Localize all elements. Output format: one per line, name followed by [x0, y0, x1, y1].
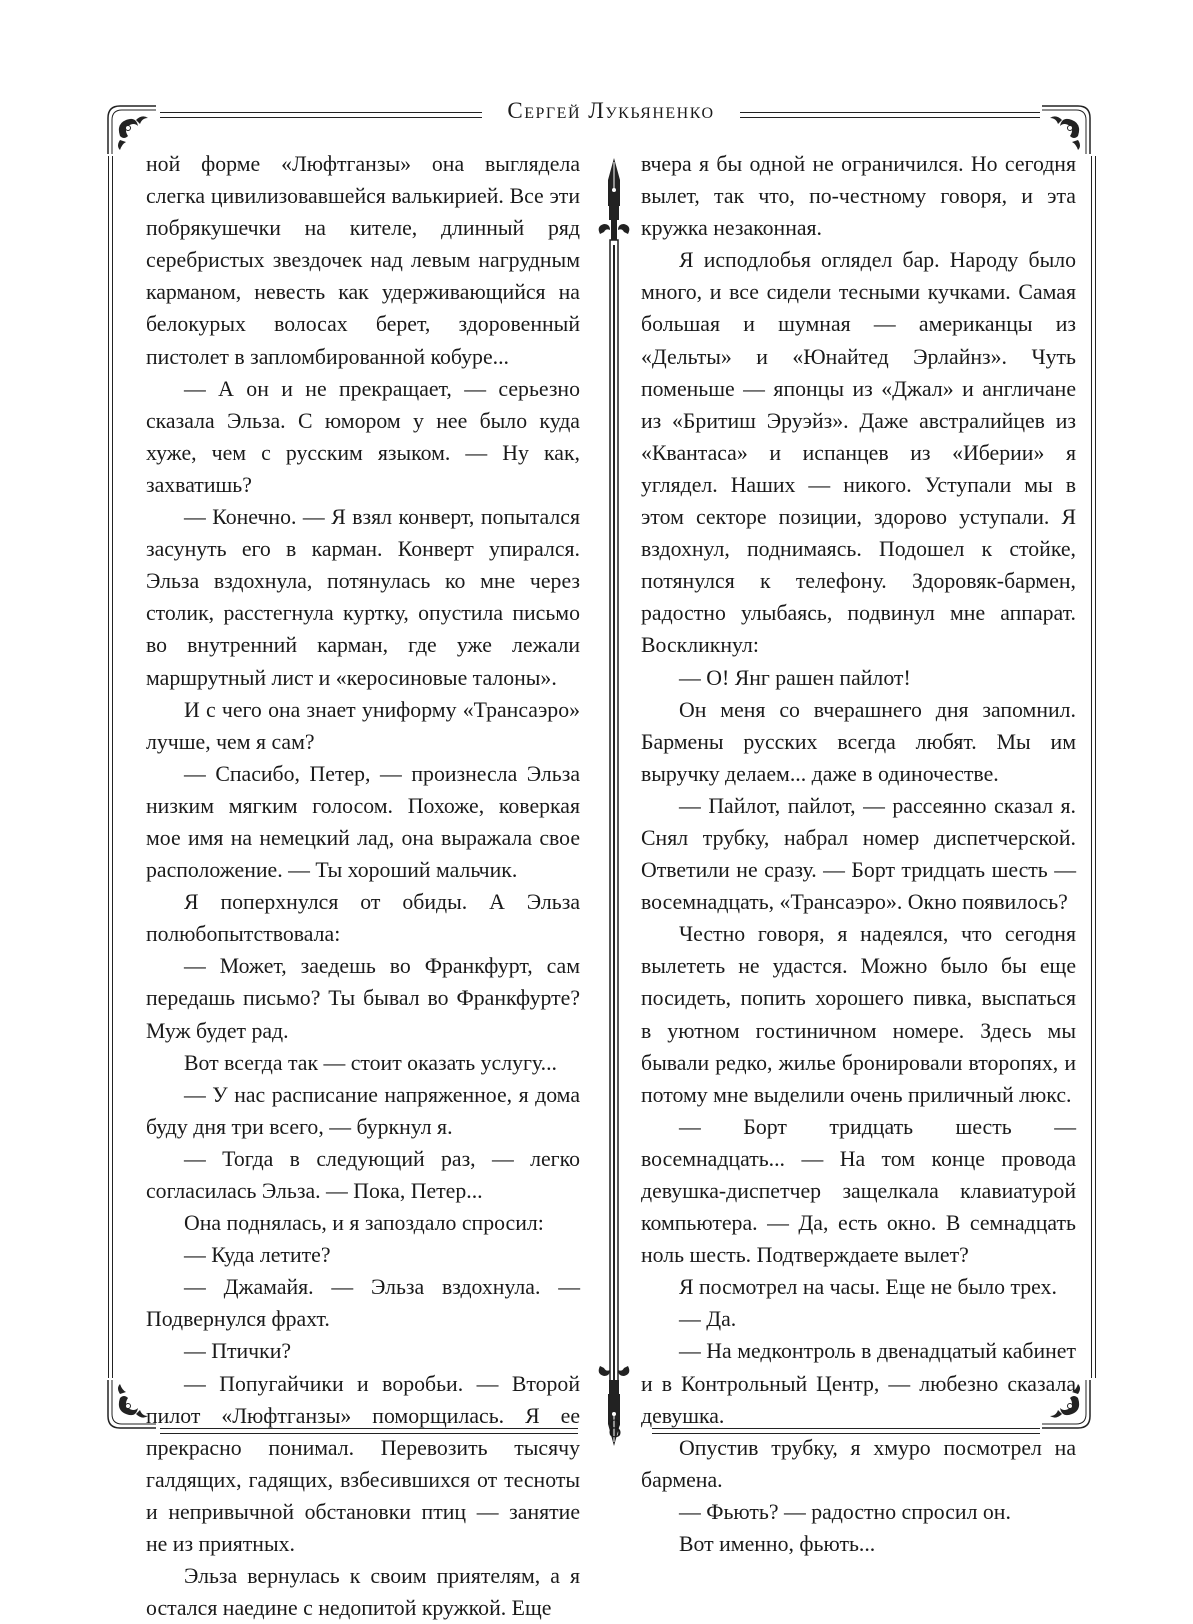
running-head: Сергей Лукьяненко — [507, 98, 715, 123]
paragraph: Честно говоря, я надеялся, что сегодня вылететь не удастся. Можно было бы еще посидеть, попить хорошего пивка, выспаться в уютном гостиничном номере. Здесь мы бывали редко, жилье бронировали второпях, и потому мне выделили очень приличный люкс. — [641, 922, 1076, 1107]
corner-ornament-top-left-icon — [98, 96, 158, 156]
paragraph: Эльза вернулась к своим приятелям, а я остался наедине с недопитой кружкой. Еще — [146, 1564, 580, 1621]
column-divider-pen-icon — [594, 150, 634, 1450]
paragraph: — Пайлот, пайлот, — рассеянно сказал я. Снял трубку, набрал номер диспетчерской. Ответили не сразу. — Борт тридцать шесть — восемнадцать, «Трансаэро». Окно появилось? — [641, 793, 1076, 915]
paragraph: — Куда летите? — [184, 1243, 331, 1268]
paragraph: И с чего она знает униформу «Трансаэро» лучше, чем я сам? — [146, 697, 580, 754]
paragraph: Я исподлобья оглядел бар. Народу было много, и все сидели тесными кучками. Самая большая и шумная — американцы из «Дельты» и «Юнайтед Эрлайнз». Чуть поменьше — японцы из «Джал» и англичане из «Бритиш Эруэйз». Даже австралийцев из «Квантаса» и испанцев из «Иберии» я углядел. Наших — никого. Уступали мы в этом секторе позиции, здорово уступали. Я вздохнул, поднимаясь. Подошел к стойке, потянулся к телефону. Здоровяк-бармен, радостно улыбаясь, подвинул мне аппарат. Воскликнул: — [641, 248, 1076, 658]
paragraph: Вот именно, фьють... — [679, 1532, 876, 1557]
paragraph: — Спасибо, Петер, — произнесла Эльза низким мягким голосом. Похоже, коверкая мое имя на немецкий лад, она выражала свое расположение. — Ты хороший мальчик. — [146, 761, 580, 883]
paragraph: — О! Янг рашен пайлот! — [679, 665, 911, 690]
paragraph: — Попугайчики и воробьи. — Второй пилот «Люфтганзы» поморщилась. Я ее прекрасно понимал. Перевозить тысячу галдящих, гадящих, взбесившихся от тесноты и непривычной обстановки птиц — занятие не из приятных. — [146, 1371, 580, 1557]
footer-rule-right — [652, 1428, 1040, 1434]
paragraph: ной форме «Люфтганзы» она выглядела слегка цивилизовавшейся валькирией. Все эти побрякушечки на кителе, длинный ряд серебристых звездочек над левым нагрудным карманом, невесть как удерживающийся на белокурых волосах берет, здоровенный пистолет в запломбированной кобуре... — [146, 152, 580, 369]
paragraph: Я посмотрел на часы. Еще не было трех. — [679, 1275, 1057, 1300]
corner-ornament-top-right-icon — [1040, 96, 1100, 156]
paragraph: — Да. — [679, 1307, 737, 1332]
paragraph: — Птички? — [184, 1339, 292, 1364]
paragraph: Я поперхнулся от обиды. А Эльза полюбопытствовала: — [146, 890, 580, 947]
paragraph: — Может, заедешь во Франкфурт, сам передашь письмо? Ты бывал во Франкфурте? Муж будет рад. — [146, 954, 580, 1043]
header-rule-left — [160, 112, 482, 118]
paragraph: — Джамайя. — Эльза вздохнула. — Подвернулся фрахт. — [146, 1275, 580, 1332]
paragraph: Она поднялась, и я запоздало спросил: — [184, 1211, 544, 1236]
footer-rule-left — [160, 1428, 578, 1434]
paragraph: — Борт тридцать шесть — восемнадцать... — На том конце провода девушка-диспетчер защелкала клавиатурой компьютера. — Да, есть окно. В семнадцать ноль шесть. Подтверждаете вылет? — [641, 1114, 1076, 1268]
paragraph: — На медконтроль в двенадцатый кабинет и в Контрольный Центр, — любезно сказала девушка. — [641, 1339, 1076, 1428]
text-column-left — [146, 148, 580, 1624]
text-column-right — [641, 148, 1076, 1560]
paragraph: вчера я бы одной не ограничился. Но сегодня вылет, так что, по-честному говоря, и эта кружка незаконная. — [641, 152, 1076, 241]
paragraph: — А он и не прекращает, — серьезно сказала Эльза. С юмором у нее было куда хуже, чем с русским языком. — Ну как, захватишь? — [146, 376, 580, 497]
paragraph: Опустив трубку, я хмуро посмотрел на бармена. — [641, 1435, 1076, 1492]
paragraph: — У нас расписание напряженное, я дома буду дня три всего, — буркнул я. — [146, 1082, 580, 1139]
paragraph: — Тогда в следующий раз, — легко согласилась Эльза. — Пока, Петер... — [146, 1146, 580, 1203]
paragraph: Вот всегда так — стоит оказать услугу... — [184, 1050, 557, 1075]
frame-border-left — [108, 156, 113, 1378]
paragraph: — Фьють? — радостно спросил он. — [679, 1499, 1011, 1524]
page-number: 8 — [608, 1414, 622, 1443]
frame-border-right — [1091, 156, 1096, 1378]
paragraph: — Конечно. — Я взял конверт, попытался засунуть его в карман. Конверт упирался. Эльза вздохнула, потянулась ко мне через столик, расстегнула куртку, опустила письмо во внутренний карман, где уже лежали маршрутный лист и «керосиновые талоны». — [146, 505, 580, 690]
header-rule-right — [740, 112, 1040, 118]
paragraph: Он меня со вчерашнего дня запомнил. Бармены русских всегда любят. Мы им выручку делаем... даже в одиночестве. — [641, 697, 1076, 786]
